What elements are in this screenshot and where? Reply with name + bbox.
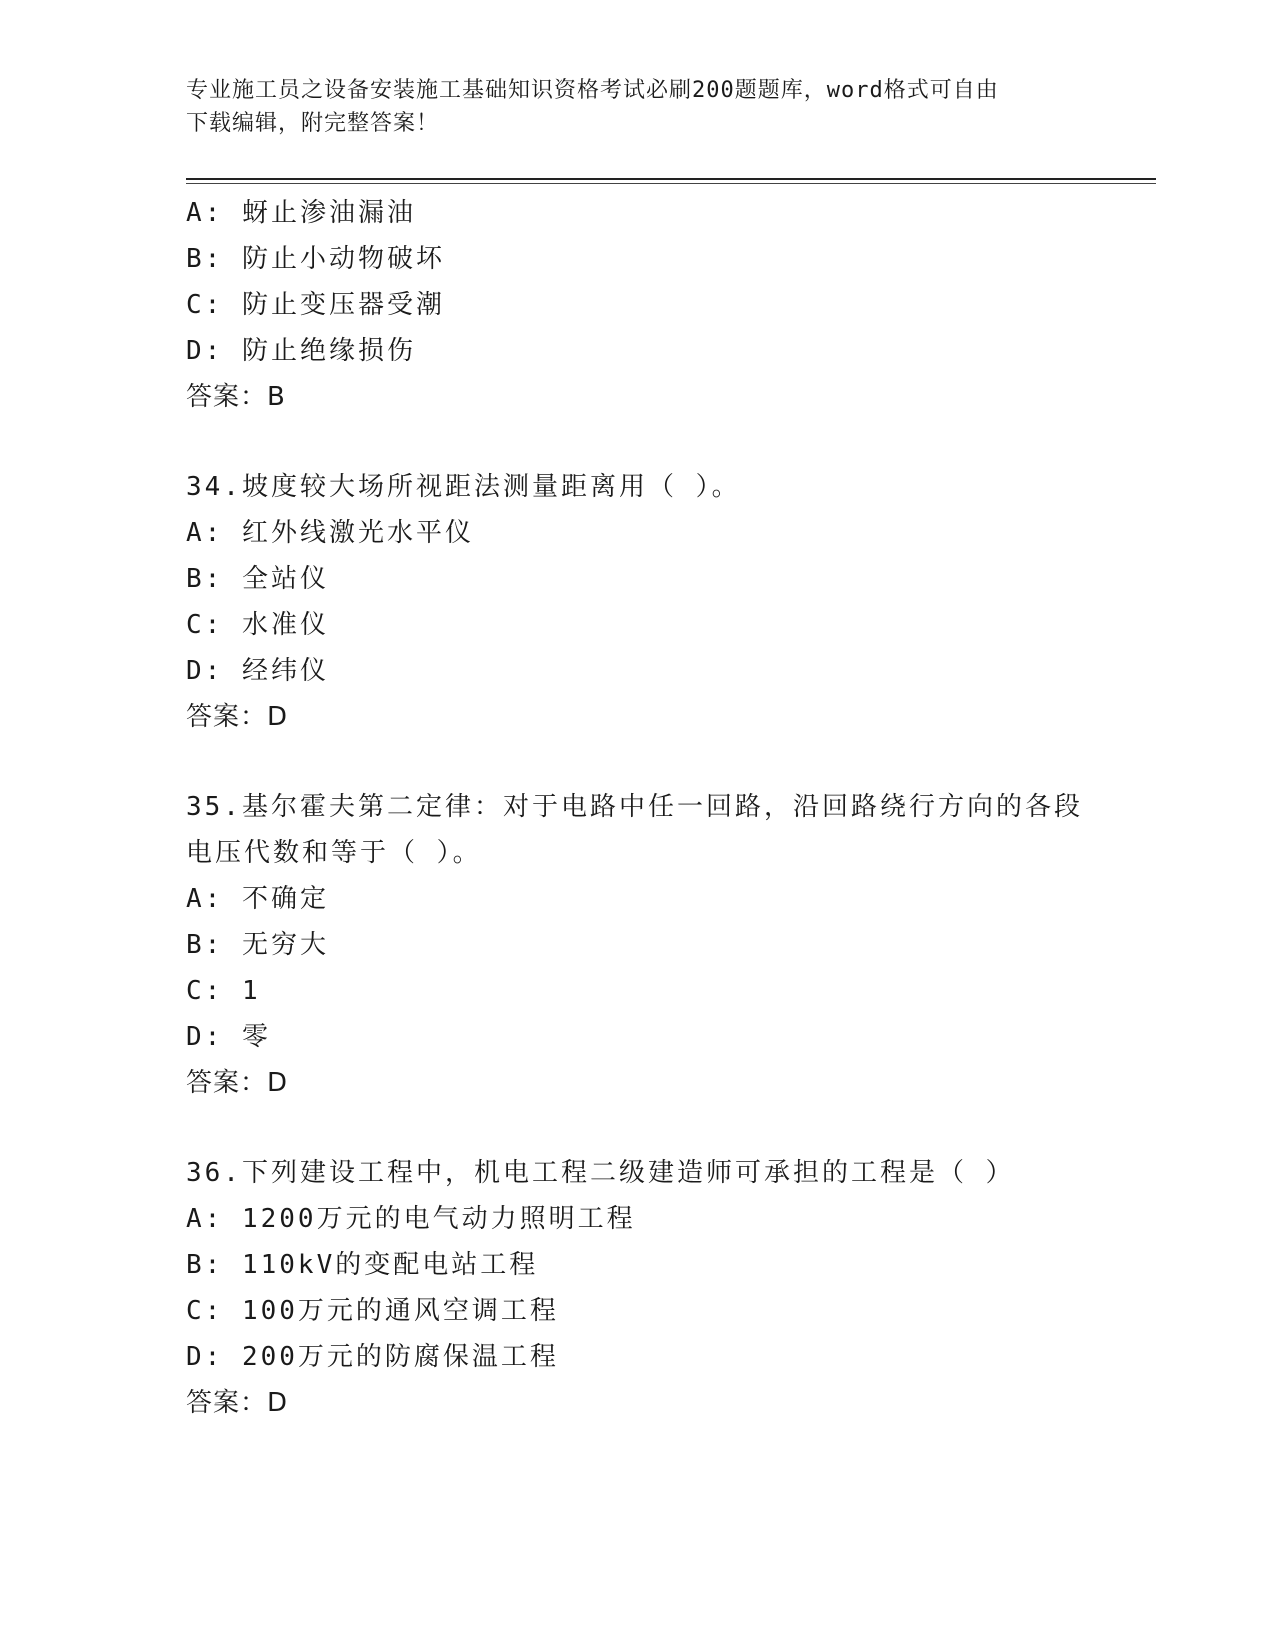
question-36 bbox=[186, 1150, 1126, 1426]
header-line-2: 下载编辑，附完整答案！ bbox=[186, 111, 440, 136]
option-a: A: 1200万元的电气动力照明工程 bbox=[186, 1204, 636, 1234]
answer-line: 答案：D bbox=[186, 1068, 289, 1098]
question-stem-line-2: 电压代数和等于（ ）。 bbox=[186, 838, 482, 868]
option-a: A: 红外线激光水平仪 bbox=[186, 518, 474, 548]
question-stem: 36.下列建设工程中，机电工程二级建造师可承担的工程是（ ） bbox=[186, 1158, 1015, 1188]
option-d: D: 防止绝缘损伤 bbox=[186, 336, 416, 366]
option-a: A: 不确定 bbox=[186, 884, 329, 914]
option-c: C: 100万元的通风空调工程 bbox=[186, 1296, 559, 1326]
option-b: B: 防止小动物破坏 bbox=[186, 244, 445, 274]
option-c: C: 1 bbox=[186, 976, 261, 1006]
header-line-1: 专业施工员之设备安装施工基础知识资格考试必刷200题题库，word格式可自由 bbox=[186, 78, 999, 103]
answer-line: 答案：D bbox=[186, 1388, 289, 1418]
question-stem: 34.坡度较大场所视距法测量距离用（ ）。 bbox=[186, 472, 741, 502]
option-b: B: 110kV的变配电站工程 bbox=[186, 1250, 539, 1280]
option-b: B: 全站仪 bbox=[186, 564, 329, 594]
option-a: A: 蚜止渗油漏油 bbox=[186, 198, 416, 228]
question-33-partial bbox=[186, 190, 1126, 420]
answer-line: 答案：B bbox=[186, 382, 286, 412]
option-c: C: 防止变压器受潮 bbox=[186, 290, 445, 320]
header-divider-thin bbox=[186, 183, 1156, 184]
document-header bbox=[186, 74, 1086, 140]
option-d: D: 零 bbox=[186, 1022, 271, 1052]
answer-line: 答案：D bbox=[186, 702, 289, 732]
question-list bbox=[186, 190, 1126, 1426]
option-d: D: 200万元的防腐保温工程 bbox=[186, 1342, 559, 1372]
option-d: D: 经纬仪 bbox=[186, 656, 329, 686]
option-c: C: 水准仪 bbox=[186, 610, 329, 640]
option-b: B: 无穷大 bbox=[186, 930, 329, 960]
question-34 bbox=[186, 464, 1126, 740]
header-divider bbox=[186, 178, 1156, 180]
question-35 bbox=[186, 784, 1126, 1106]
question-stem-line-1: 35.基尔霍夫第二定律：对于电路中任一回路，沿回路绕行方向的各段 bbox=[186, 792, 1083, 822]
